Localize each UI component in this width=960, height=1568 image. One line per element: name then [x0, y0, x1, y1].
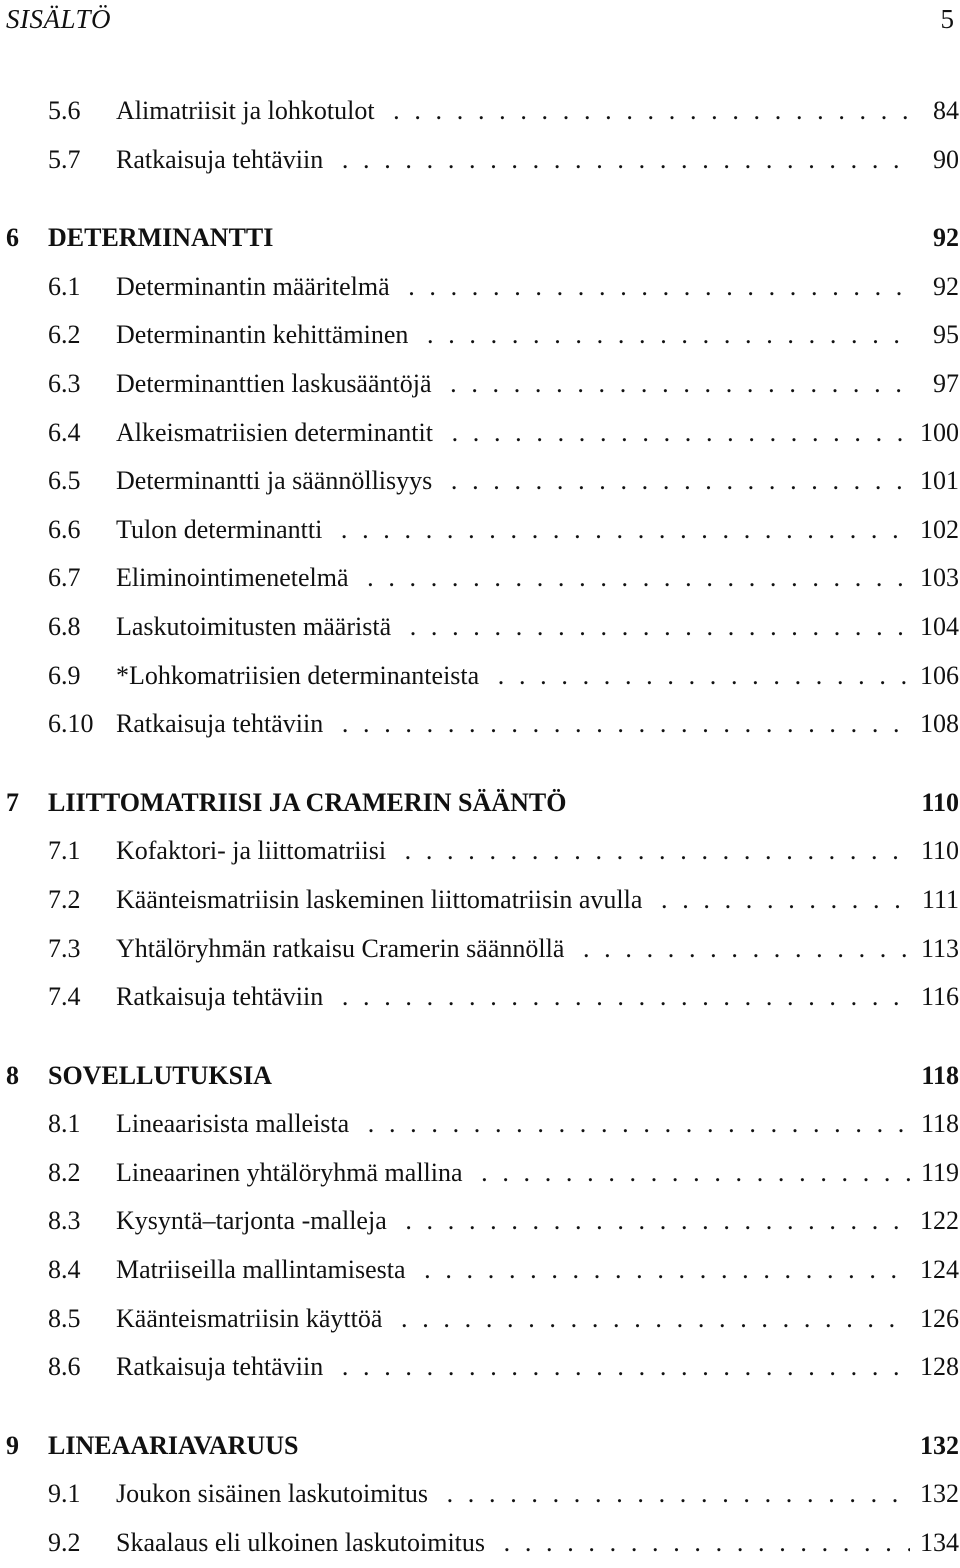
page-number: 5: [940, 4, 954, 34]
toc-section-entry[interactable]: [0, 1246, 960, 1295]
entry-title: Käänteismatriisin laskeminen liittomatriisin avulla . . .: [116, 876, 910, 925]
entry-number: 5.6: [48, 96, 81, 125]
toc-section-entry[interactable]: [0, 1197, 960, 1246]
toc-section-entry[interactable]: [0, 652, 960, 701]
toc-section-entry[interactable]: [0, 360, 960, 409]
toc-chapter-entry[interactable]: [0, 779, 960, 828]
entry-title: Lineaarisista malleista . . .: [116, 1100, 910, 1149]
entry-number: 7.3: [48, 933, 81, 963]
entry-number: 9.1: [48, 1479, 81, 1509]
entry-page-number: 103: [920, 563, 959, 593]
running-head: SISÄLTÖ: [6, 4, 111, 34]
toc-section-entry[interactable]: [0, 1149, 960, 1198]
entry-title: Matriiseilla mallintamisesta . . .: [116, 1246, 910, 1295]
entry-page-number: 106: [920, 660, 959, 690]
entry-number: 8.3: [48, 1206, 81, 1236]
entry-number: 6.10: [48, 709, 94, 739]
toc-section-entry[interactable]: [0, 136, 960, 185]
page-header: [0, 0, 960, 40]
entry-number: 8: [6, 1060, 19, 1090]
entry-page-number: 111: [921, 884, 959, 914]
entry-page-number: 110: [920, 836, 959, 866]
entry-number: 6.9: [48, 660, 81, 690]
toc-section-entry[interactable]: [0, 457, 960, 506]
entry-page-number: 132: [920, 1430, 959, 1460]
toc-chapter-entry[interactable]: [0, 1052, 960, 1101]
entry-title: SOVELLUTUKSIA: [48, 1060, 272, 1090]
entry-page-number: 90: [933, 144, 959, 174]
toc-section-entry[interactable]: [0, 876, 960, 925]
entry-title: Determinantti ja säännöllisyys . . .: [116, 457, 910, 506]
entry-number: 6: [6, 223, 19, 253]
entry-number: 8.1: [48, 1109, 81, 1139]
entry-number: 6.2: [48, 320, 81, 350]
entry-title: Ratkaisuja tehtäviin . . .: [116, 136, 910, 185]
entry-page-number: 134: [920, 1528, 959, 1558]
entry-title: Kysyntä–tarjonta -malleja . . .: [116, 1197, 910, 1246]
entry-number: 7.1: [48, 836, 81, 866]
entry-number: 8.2: [48, 1157, 81, 1187]
toc-section-entry[interactable]: [0, 1295, 960, 1344]
entry-page-number: 110: [921, 787, 959, 817]
entry-number: 8.5: [48, 1303, 81, 1333]
toc-section-entry[interactable]: [0, 263, 960, 312]
entry-title: *Lohkomatriisien determinanteista . . .: [116, 652, 910, 701]
entry-page-number: 113: [920, 933, 959, 963]
entry-title: Käänteismatriisin käyttöä . . .: [116, 1295, 910, 1344]
toc-section-entry[interactable]: [0, 409, 960, 458]
entry-page-number: 116: [920, 982, 959, 1012]
toc-section-entry[interactable]: [0, 506, 960, 555]
entry-page-number: 100: [920, 417, 959, 447]
entry-title: LINEAARIAVARUUS: [48, 1430, 299, 1460]
entry-number: 7: [6, 787, 19, 817]
entry-title: Alimatriisit ja lohkotulot . . .: [116, 87, 910, 136]
entry-title: Determinantin määritelmä . . .: [116, 263, 910, 312]
entry-title: LIITTOMATRIISI JA CRAMERIN SÄÄNTÖ: [48, 787, 567, 817]
entry-number: 7.4: [48, 982, 81, 1012]
toc-section-entry[interactable]: [0, 827, 960, 876]
toc-chapter-entry[interactable]: [0, 1422, 960, 1471]
entry-title: Kofaktori- ja liittomatriisi . . .: [116, 827, 910, 876]
entry-title: Skaalaus eli ulkoinen laskutoimitus . . .: [116, 1519, 910, 1568]
entry-number: 5.7: [48, 144, 81, 174]
entry-title: Ratkaisuja tehtäviin . . .: [116, 973, 910, 1022]
entry-page-number: 92: [933, 223, 959, 253]
entry-page-number: 104: [920, 611, 959, 641]
toc-section-entry[interactable]: [0, 925, 960, 974]
entry-page-number: 95: [933, 320, 959, 350]
entry-page-number: 119: [920, 1157, 959, 1187]
entry-title: Ratkaisuja tehtäviin . . .: [116, 700, 910, 749]
entry-title: Determinanttien laskusääntöjä . . .: [116, 360, 910, 409]
entry-page-number: 84: [933, 96, 959, 125]
entry-number: 6.6: [48, 514, 81, 544]
entry-number: 8.4: [48, 1255, 81, 1285]
entry-number: 6.5: [48, 466, 81, 496]
toc-section-entry[interactable]: [0, 603, 960, 652]
entry-title: Joukon sisäinen laskutoimitus . . .: [116, 1470, 910, 1519]
toc-section-entry[interactable]: [0, 87, 960, 136]
entry-page-number: 118: [921, 1060, 959, 1090]
entry-title: Laskutoimitusten määristä . . .: [116, 603, 910, 652]
entry-page-number: 124: [920, 1255, 959, 1285]
entry-number: 8.6: [48, 1352, 81, 1382]
entry-title: Tulon determinantti . . .: [116, 506, 910, 555]
entry-page-number: 132: [920, 1479, 959, 1509]
entry-title: Yhtälöryhmän ratkaisu Cramerin säännöllä . . .: [116, 925, 910, 974]
entry-page-number: 101: [920, 466, 959, 496]
toc-section-entry[interactable]: [0, 311, 960, 360]
entry-page-number: 92: [933, 271, 959, 301]
toc-chapter-entry[interactable]: [0, 214, 960, 263]
toc-section-entry[interactable]: [0, 973, 960, 1022]
entry-page-number: 108: [920, 709, 959, 739]
entry-number: 7.2: [48, 884, 81, 914]
entry-number: 6.4: [48, 417, 81, 447]
entry-number: 9.2: [48, 1528, 81, 1558]
toc-section-entry[interactable]: [0, 700, 960, 749]
entry-title: Lineaarinen yhtälöryhmä mallina . . .: [116, 1149, 910, 1198]
entry-title: Determinantin kehittäminen . . .: [116, 311, 910, 360]
entry-number: 6.1: [48, 271, 81, 301]
entry-number: 6.7: [48, 563, 81, 593]
entry-page-number: 126: [920, 1303, 959, 1333]
entry-title: DETERMINANTTI: [48, 223, 274, 253]
toc-section-entry[interactable]: [0, 1519, 960, 1568]
entry-page-number: 118: [920, 1109, 959, 1139]
toc-section-entry[interactable]: [0, 1100, 960, 1149]
entry-number: 6.8: [48, 611, 81, 641]
toc-section-entry[interactable]: [0, 1343, 960, 1392]
entry-number: 9: [6, 1430, 19, 1460]
entry-title: Alkeismatriisien determinantit . . .: [116, 409, 910, 458]
entry-page-number: 128: [920, 1352, 959, 1382]
toc-section-entry[interactable]: [0, 554, 960, 603]
entry-page-number: 97: [933, 368, 959, 398]
entry-number: 6.3: [48, 368, 81, 398]
toc-section-entry[interactable]: [0, 1470, 960, 1519]
entry-title: Ratkaisuja tehtäviin . . .: [116, 1343, 910, 1392]
entry-page-number: 102: [920, 514, 959, 544]
table-of-contents: [0, 87, 960, 1568]
entry-title: Eliminointimenetelmä . . .: [116, 554, 910, 603]
entry-page-number: 122: [920, 1206, 959, 1236]
